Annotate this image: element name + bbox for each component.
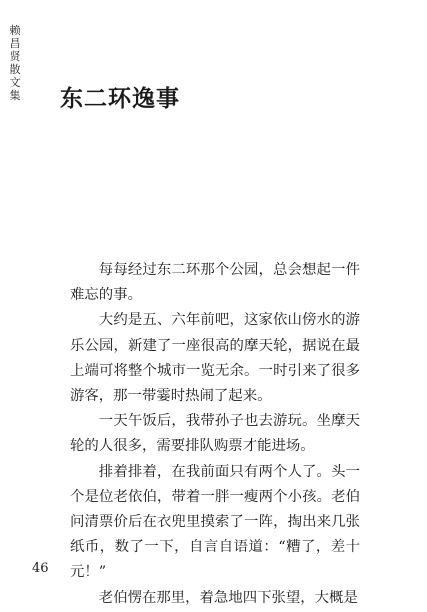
paragraph: 一天午饭后，我带孙子也去游玩。坐摩天轮的人很多，需要排队购票才能进场。 bbox=[70, 413, 360, 455]
series-title-char: 文 bbox=[9, 76, 21, 89]
paragraph: 排着排着，在我前面只有两个人了。头一个是位老依伯，带着一胖一瘦两个小孩。老伯问清票价后在衣兜里摸索了一阵，掏出来几张纸币，数了一下，自言自语道：“糟了，差十元！” bbox=[70, 463, 360, 581]
series-title-char: 贤 bbox=[9, 50, 21, 63]
series-title-char: 散 bbox=[9, 63, 21, 76]
page-number: 46 bbox=[32, 561, 49, 576]
paragraph: 每每经过东二环那个公园，总会想起一件难忘的事。 bbox=[70, 262, 360, 304]
body-text bbox=[70, 258, 360, 611]
chapter-title: 东二环逸事 bbox=[60, 85, 180, 112]
series-title-char: 集 bbox=[9, 89, 21, 102]
series-title-char: 昌 bbox=[9, 37, 21, 50]
paragraph: 老伯愣在那里，着急地四下张望，大概是 bbox=[98, 589, 358, 606]
paragraph: 大约是五、六年前吧，这家依山傍水的游乐公园，新建了一座很高的摩天轮，据说在最上端可将整个城市一览无余。一时引来了很多游客，那一带霎时热闹了起来。 bbox=[70, 312, 360, 405]
series-title-vertical bbox=[8, 24, 22, 102]
series-title-char: 赖 bbox=[9, 24, 21, 37]
